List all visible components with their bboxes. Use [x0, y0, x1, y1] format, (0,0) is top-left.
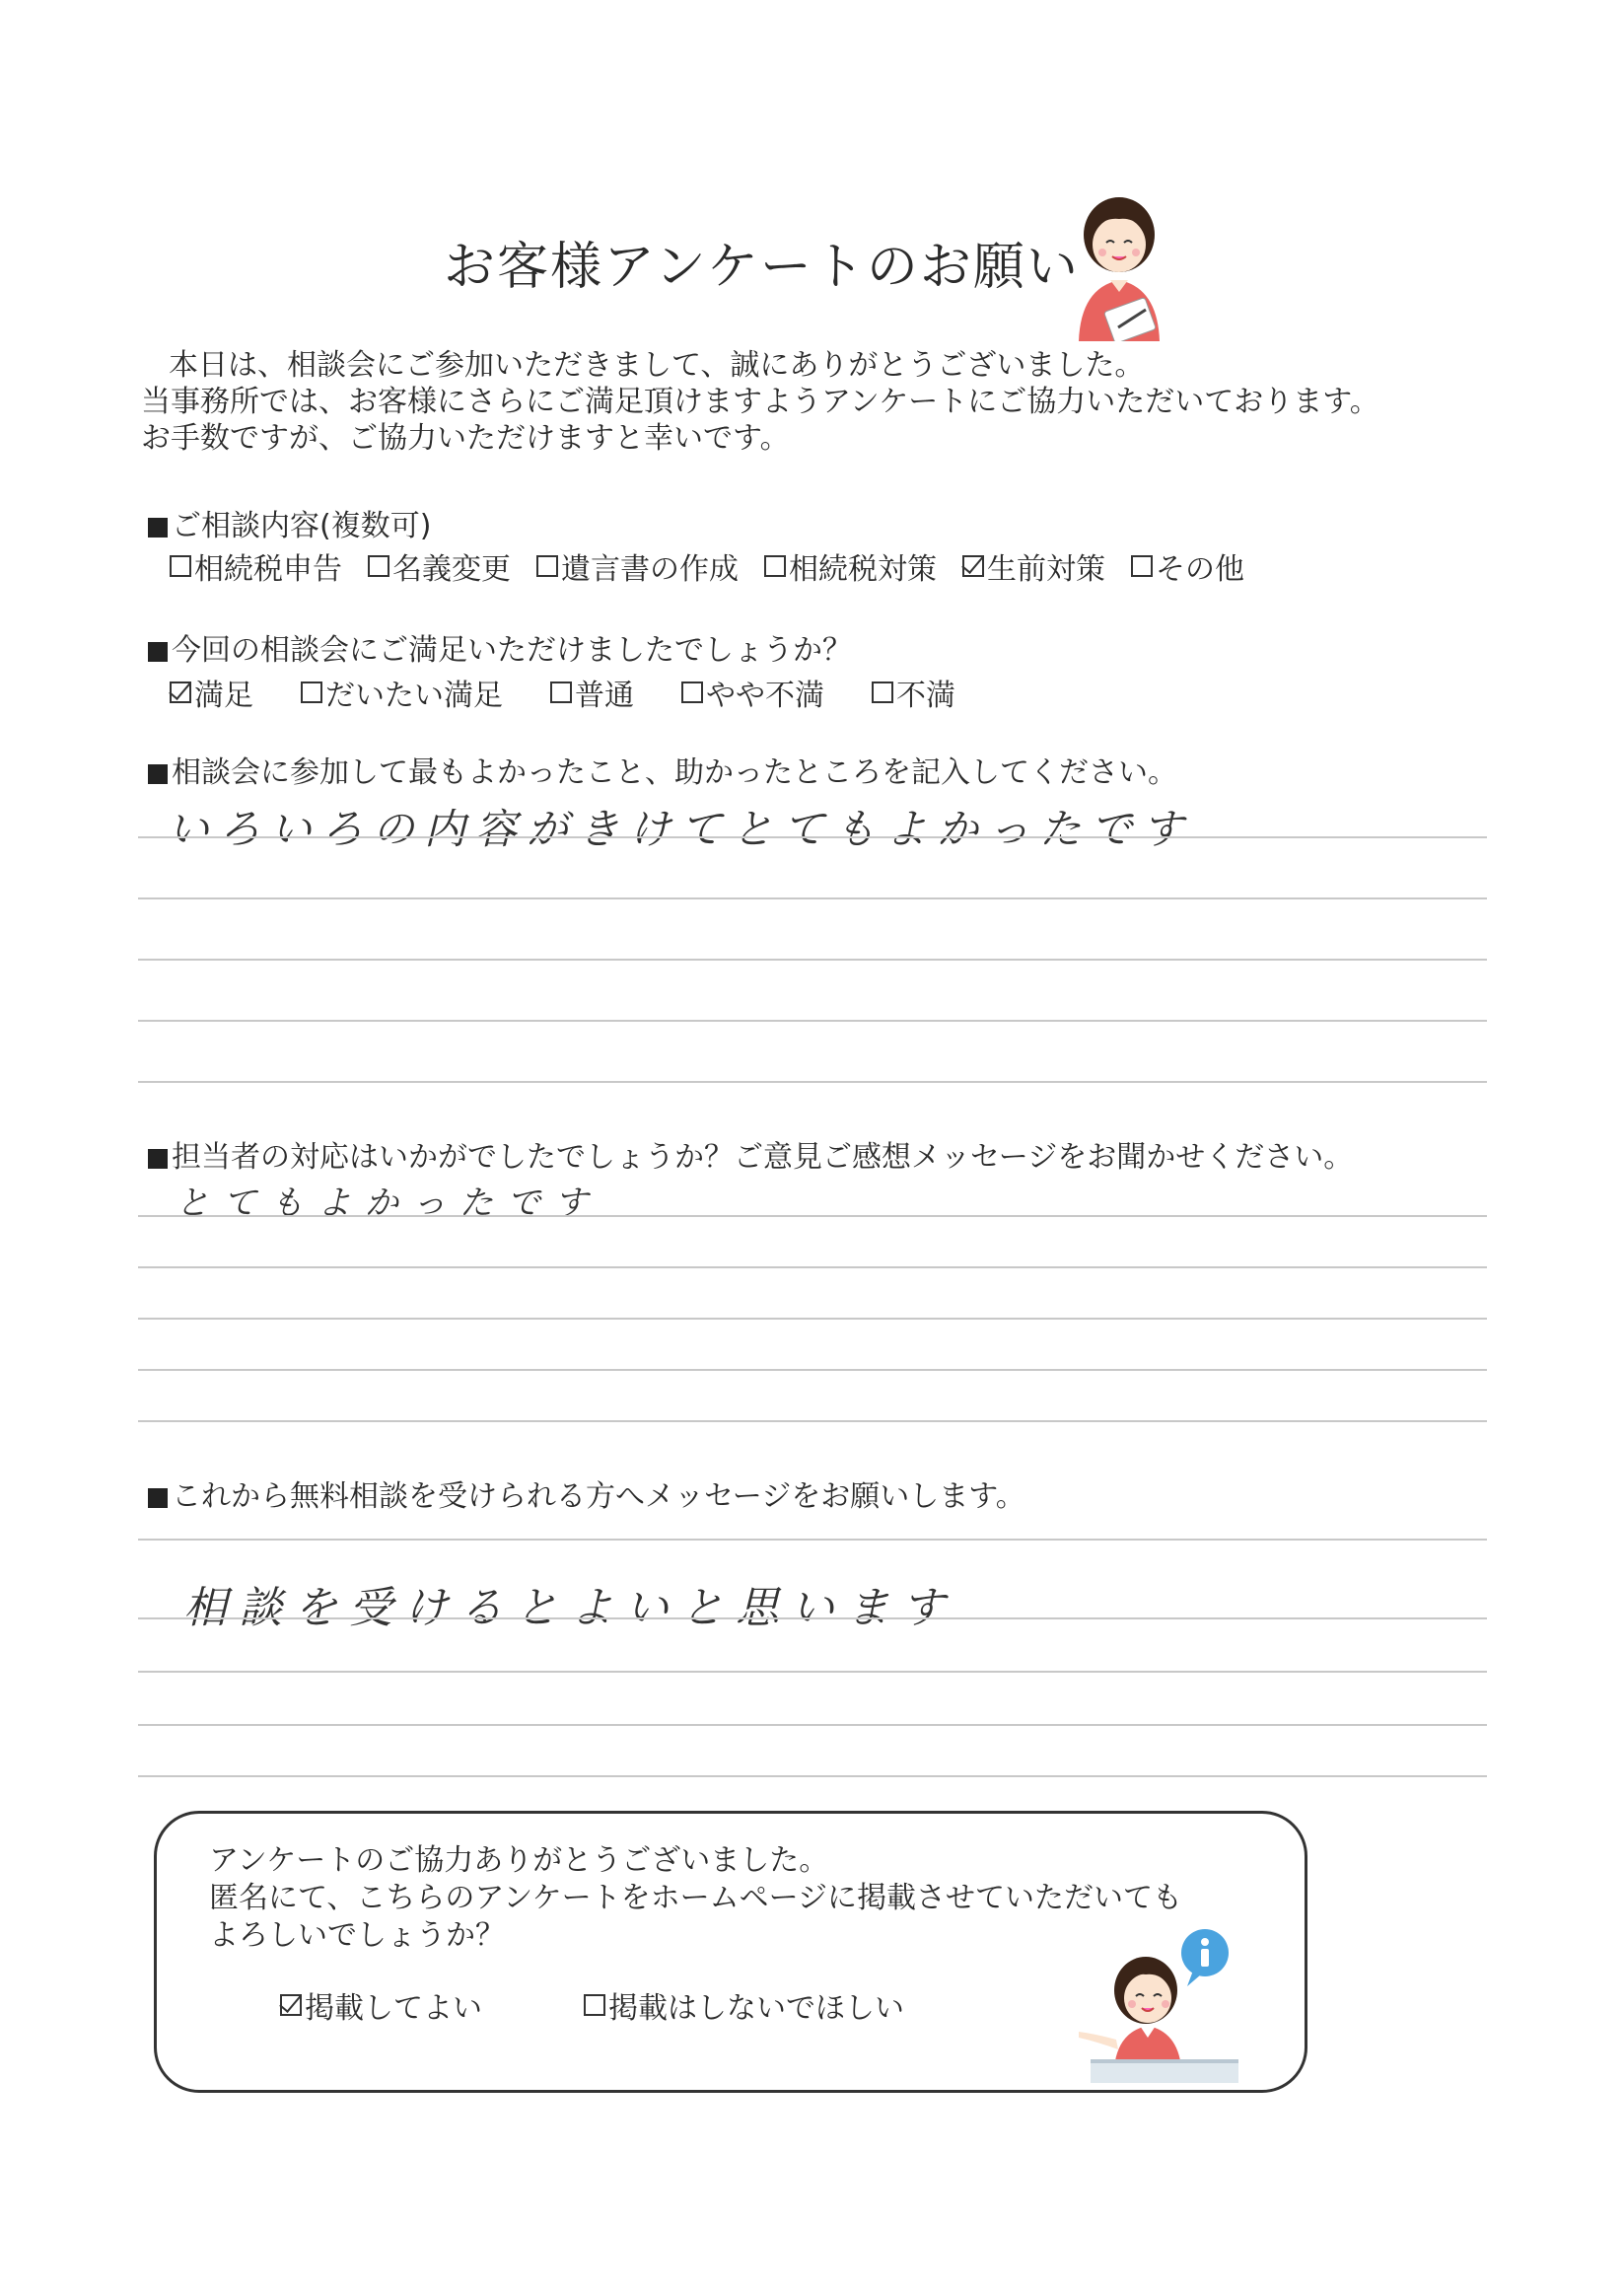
- option-daitai-manzoku[interactable]: [301, 671, 503, 714]
- option-label: 名義変更: [392, 552, 511, 587]
- checkbox[interactable]: [536, 555, 558, 577]
- answer-line: [138, 1215, 1487, 1217]
- square-bullet-icon: [148, 1488, 168, 1508]
- publish-no-option[interactable]: [584, 1983, 904, 2027]
- q5-heading-text: これから無料相談を受けられる方へメッセージをお願いします。: [172, 1479, 1025, 1514]
- answer-line: [138, 1420, 1487, 1422]
- answer-line: [138, 1617, 1487, 1619]
- q4-handwritten-answer[interactable]: とてもよかったです: [176, 1184, 601, 1223]
- option-label: その他: [1156, 552, 1244, 587]
- option-label: だいたい満足: [325, 679, 503, 713]
- answer-line: [138, 836, 1487, 838]
- option-label: 掲載してよい: [305, 1991, 482, 2026]
- option-label: 相続税申告: [194, 552, 342, 587]
- answer-line: [138, 1539, 1487, 1541]
- answer-line: [138, 1020, 1487, 1022]
- intro-line: 当事務所では、お客様にさらにご満足頂けますようアンケートにご協力いただいております。: [141, 385, 1379, 419]
- option-label: 不満: [896, 679, 955, 713]
- checkbox[interactable]: [681, 682, 703, 703]
- square-bullet-icon: [148, 642, 168, 662]
- square-bullet-icon: [148, 518, 168, 538]
- answer-line: [138, 1318, 1487, 1320]
- option-seizen-taisaku[interactable]: [962, 544, 1105, 588]
- answer-line: [138, 1266, 1487, 1268]
- intro-text: [141, 347, 1379, 457]
- publish-ok-option[interactable]: [280, 1983, 482, 2027]
- receptionist-info-illustration: [1071, 1929, 1238, 2087]
- checkbox-checked[interactable]: [280, 1994, 302, 2016]
- option-label: やや不満: [706, 679, 824, 713]
- checkbox[interactable]: [1131, 555, 1153, 577]
- option-label: 掲載はしないでほしい: [608, 1991, 904, 2026]
- square-bullet-icon: [148, 1149, 168, 1169]
- answer-line: [138, 1724, 1487, 1726]
- q3-heading-text: 相談会に参加して最もよかったこと、助かったところを記入してください。: [172, 755, 1177, 790]
- option-label: 遺言書の作成: [561, 552, 739, 587]
- intro-line: お手数ですが、ご協力いただけますと幸いです。: [141, 421, 790, 456]
- option-yaya-fuman[interactable]: [681, 671, 824, 714]
- option-label: 満足: [194, 679, 253, 713]
- q1-heading: [148, 501, 431, 544]
- intro-line: 本日は、相談会にご参加いただきまして、誠にありがとうございました。: [169, 348, 1145, 383]
- answer-line: [138, 1671, 1487, 1673]
- option-label: 相続税対策: [789, 552, 937, 587]
- answer-line: [138, 1775, 1487, 1777]
- option-futsuu[interactable]: [550, 671, 634, 714]
- checkbox[interactable]: [368, 555, 389, 577]
- q1-heading-text: ご相談内容(複数可): [172, 509, 432, 543]
- square-bullet-icon: [148, 764, 168, 784]
- closing-line: 匿名にて、こちらのアンケートをホームページに掲載させていただいても: [209, 1881, 1182, 1915]
- option-manzoku[interactable]: [170, 671, 253, 714]
- checkbox[interactable]: [764, 555, 786, 577]
- q4-heading: [148, 1132, 1353, 1176]
- woman-with-clipboard-illustration: [1065, 193, 1173, 341]
- checkbox[interactable]: [872, 682, 893, 703]
- option-yuigonsho-sakusei[interactable]: [536, 544, 739, 588]
- q5-handwritten-answer[interactable]: 相談を受けるとよいと思います: [183, 1583, 956, 1633]
- checkbox[interactable]: [550, 682, 572, 703]
- checkbox[interactable]: [170, 555, 191, 577]
- q4-heading-text: 担当者の対応はいかがでしたでしょうか？ご意見ご感想メッセージをお聞かせください。: [172, 1140, 1354, 1175]
- q3-handwritten-answer[interactable]: いろいろの内容がきけてとてもよかったです: [168, 805, 1194, 853]
- answer-line: [138, 1081, 1487, 1083]
- option-sonota[interactable]: [1131, 544, 1244, 588]
- option-label: 普通: [575, 679, 634, 713]
- answer-line: [138, 1369, 1487, 1371]
- answer-line: [138, 897, 1487, 899]
- closing-line: よろしいでしょうか？: [209, 1918, 505, 1953]
- q5-heading: [148, 1471, 1025, 1515]
- q2-heading-text: 今回の相談会にご満足いただけましたでしょうか？: [172, 633, 852, 668]
- option-souzokuzei-shinkoku[interactable]: [170, 544, 342, 588]
- checkbox[interactable]: [584, 1994, 605, 2016]
- q3-heading: [148, 748, 1177, 791]
- checkbox-checked[interactable]: [170, 682, 191, 703]
- q1-options: [170, 544, 1244, 588]
- option-meigi-henkou[interactable]: [368, 544, 511, 588]
- option-souzokuzei-taisaku[interactable]: [764, 544, 937, 588]
- closing-line: アンケートのご協力ありがとうございました。: [209, 1843, 829, 1878]
- option-fuman[interactable]: [872, 671, 955, 714]
- q2-options: [170, 671, 955, 714]
- checkbox-checked[interactable]: [962, 555, 984, 577]
- checkbox[interactable]: [301, 682, 322, 703]
- q2-heading: [148, 625, 852, 669]
- option-label: 生前対策: [987, 552, 1105, 587]
- closing-text: [209, 1842, 1182, 1955]
- page-title: お客様アンケートのお願い: [444, 238, 1080, 297]
- answer-line: [138, 959, 1487, 961]
